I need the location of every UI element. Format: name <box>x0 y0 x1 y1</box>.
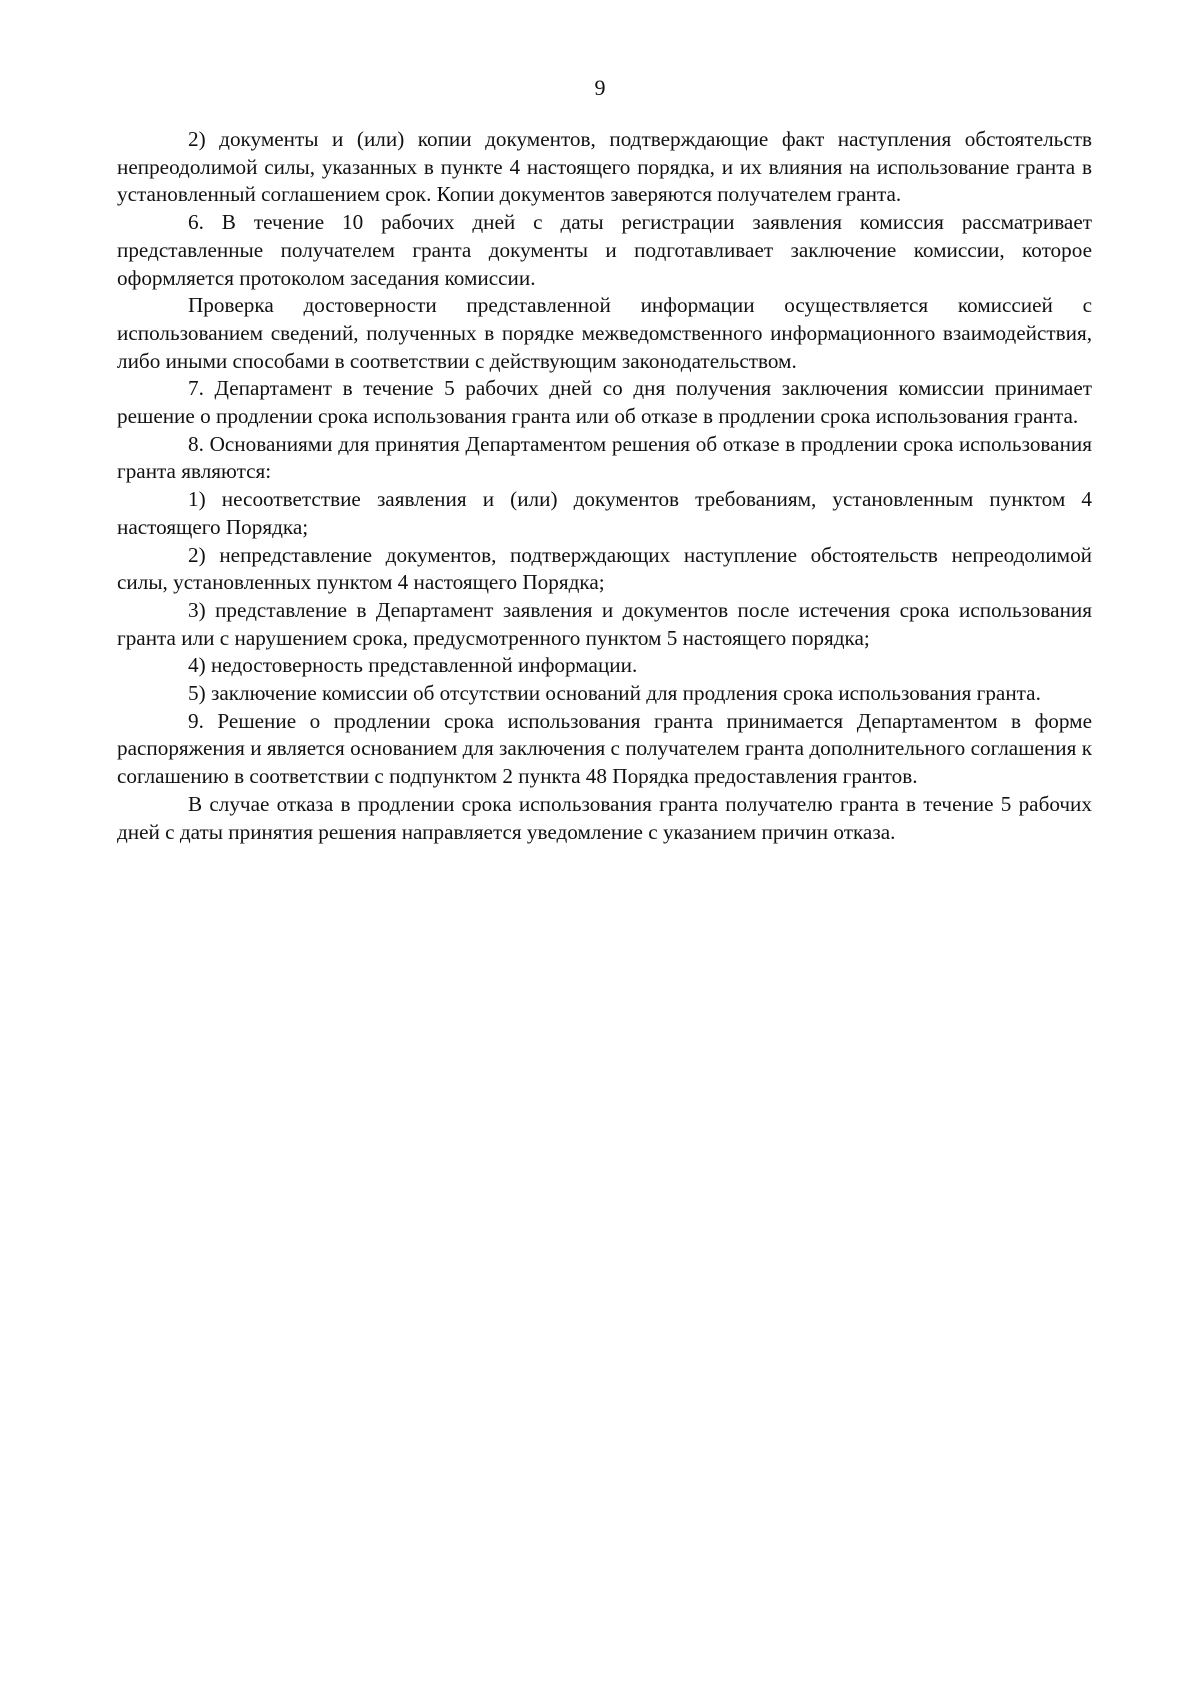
paragraph-ground-4: 4) недостоверность представленной информации. <box>188 653 638 678</box>
paragraph-item-9-extension: 9. Решение о продлении срока использования гранта принимается Департаментом в форме распоряжения и является основанием для заключения с получателем гранта дополнительного соглашения к соглашению в соответствии с подпунктом 2 пункта 48 Порядка предоставления грантов. <box>117 708 1092 789</box>
paragraph-ground-5: 5) заключение комиссии об отсутствии оснований для продления срока использования гранта. <box>188 681 1041 706</box>
paragraph-documents-force-majeure: 2) документы и (или) копии документов, подтверждающие факт наступления обстоятельств непреодолимой силы, указанных в пункте 4 настоящего порядка, и их влияния на использование гранта в установленный соглашением срок. Копии документов заверяются получателем гранта. <box>117 127 1092 207</box>
paragraph-item-8-grounds: 8. Основаниями для принятия Департаментом решения об отказе в продлении срока использования гранта являются: <box>117 431 1092 484</box>
paragraph-item-6-review: 6. В течение 10 рабочих дней с даты регистрации заявления комиссия рассматривает представленные получателем гранта документы и подготавливает заключение комиссии, которое оформляется протоколом заседания комиссии. <box>117 210 1092 290</box>
paragraph-item-7-decision: 7. Департамент в течение 5 рабочих дней со дня получения заключения комиссии принимает решение о продлении срока использования гранта или об отказе в продлении срока использования гранта. <box>117 376 1092 429</box>
page-number: 9 <box>594 75 606 100</box>
paragraph-ground-3: 3) представление в Департамент заявления и документов после истечения срока использования гранта или с нарушением срока, предусмотренного пунктом 5 настоящего порядка; <box>117 597 1092 650</box>
paragraph-refusal-notice: В случае отказа в продлении срока использования гранта получателю гранта в течение 5 рабочих дней с даты принятия решения направляется уведомление с указанием причин отказа. <box>117 791 1092 844</box>
document-body <box>117 126 1092 846</box>
paragraph-verification: Проверка достоверности представленной информации осуществляется комиссией с использованием сведений, полученных в порядке межведомственного информационного взаимодействия, либо иными способами в соответствии с действующим законодательством. <box>117 293 1092 373</box>
paragraph-ground-1: 1) несоответствие заявления и (или) документов требованиям, установленным пунктом 4 настоящего Порядка; <box>117 487 1092 539</box>
paragraph-ground-2: 2) непредставление документов, подтверждающих наступление обстоятельств непреодолимой силы, установленных пунктом 4 настоящего Порядка; <box>117 542 1092 595</box>
